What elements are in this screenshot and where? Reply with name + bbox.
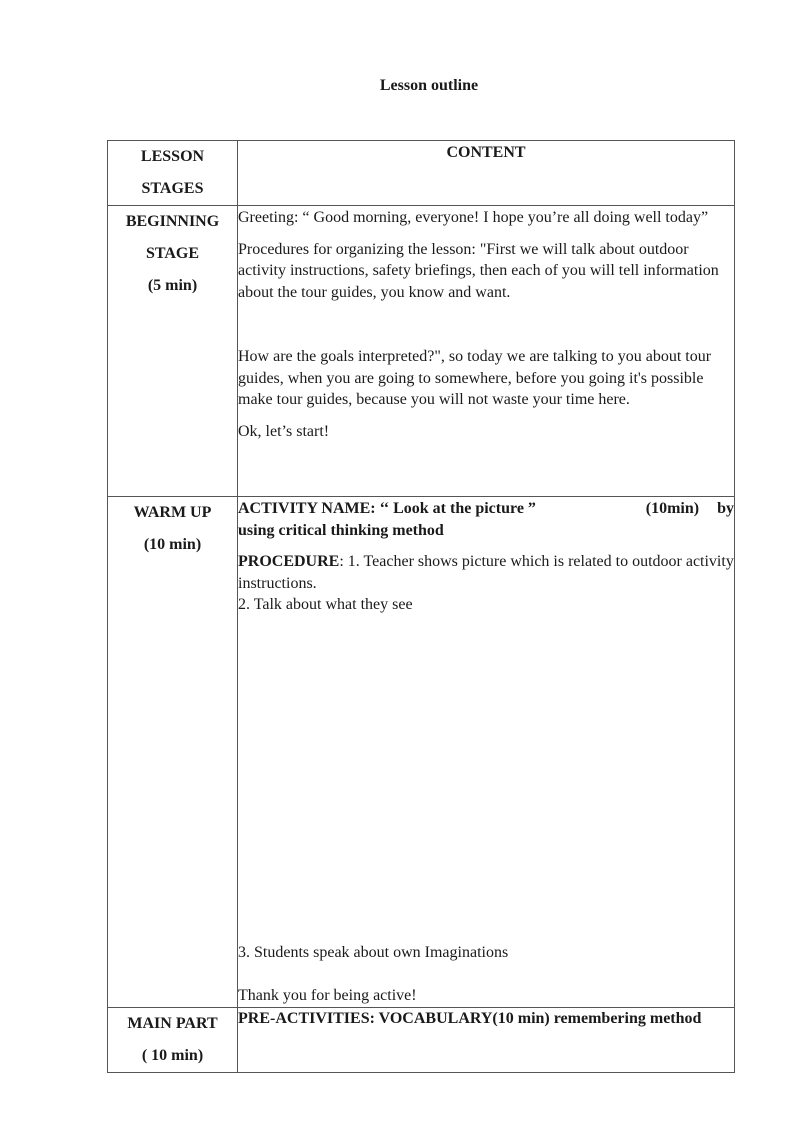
stage-cell-beginning [108,206,238,497]
stage-warmup-label: WARM UP [133,504,212,521]
procedure-step-3: 3. Students speak about own Imaginations [238,943,509,961]
activity-time: (10min) [645,500,700,517]
activity-by: by [717,500,734,517]
greeting-text: Greeting: “ Good morning, everyone! I hope you’re all doing well today” [238,209,709,226]
start-text: Ok, let’s start! [238,422,330,440]
procedures-text: Procedures for organizing the lesson: "First we will talk about outdoor activity instructions, safety briefings, then each of you will tell information about the tour guides, you know and want. [238,240,719,301]
pre-activities-text: PRE-ACTIVITIES: VOCABULARY(10 min) remembering method [238,1010,702,1027]
stage-header-cell [108,141,238,206]
stage-cell-warmup [108,497,238,1008]
content-cell-beginning [238,206,735,497]
page-title: Lesson outline [379,77,479,94]
content-cell-warmup [238,497,735,1008]
procedure-label: PROCEDURE [238,553,340,570]
stage-beginning-line1: BEGINNING [125,213,220,230]
table-row-main [108,1008,735,1073]
procedure-paragraph [238,551,734,594]
activity-name-line [238,498,734,520]
activity-method: using critical thinking method [238,521,444,539]
stage-header-line2: STAGES [141,180,204,197]
stage-cell-main [108,1008,238,1073]
stage-beginning-line2: STAGE [145,245,200,262]
thanks-text: Thank you for being active! [238,987,417,1004]
stage-main-label: MAIN PART [127,1015,218,1032]
stage-beginning-duration: (5 min) [147,277,198,294]
activity-name: ACTIVITY NAME: ‘‘ Look at the picture ” [238,500,536,517]
table-row-beginning [108,206,735,497]
content-header: CONTENT [446,144,526,161]
stage-main-duration: ( 10 min) [141,1047,204,1064]
procedure-step-1: : 1. Teacher shows picture which is related to outdoor activity instructions. [238,553,734,592]
content-header-cell [238,141,735,206]
table-header-row [108,141,735,206]
goals-text: How are the goals interpreted?", so today we are talking to you about tour guides, when you are going to somewhere, before you going it's possible make tour guides, because you will not waste your time here. [238,348,712,408]
stage-warmup-duration: (10 min) [143,536,202,553]
content-cell-main [238,1008,735,1073]
table-row-warmup [108,497,735,1008]
lesson-outline-table [107,140,735,1073]
procedure-step-2: 2. Talk about what they see [238,596,413,613]
stage-header-line1: LESSON [140,148,205,165]
